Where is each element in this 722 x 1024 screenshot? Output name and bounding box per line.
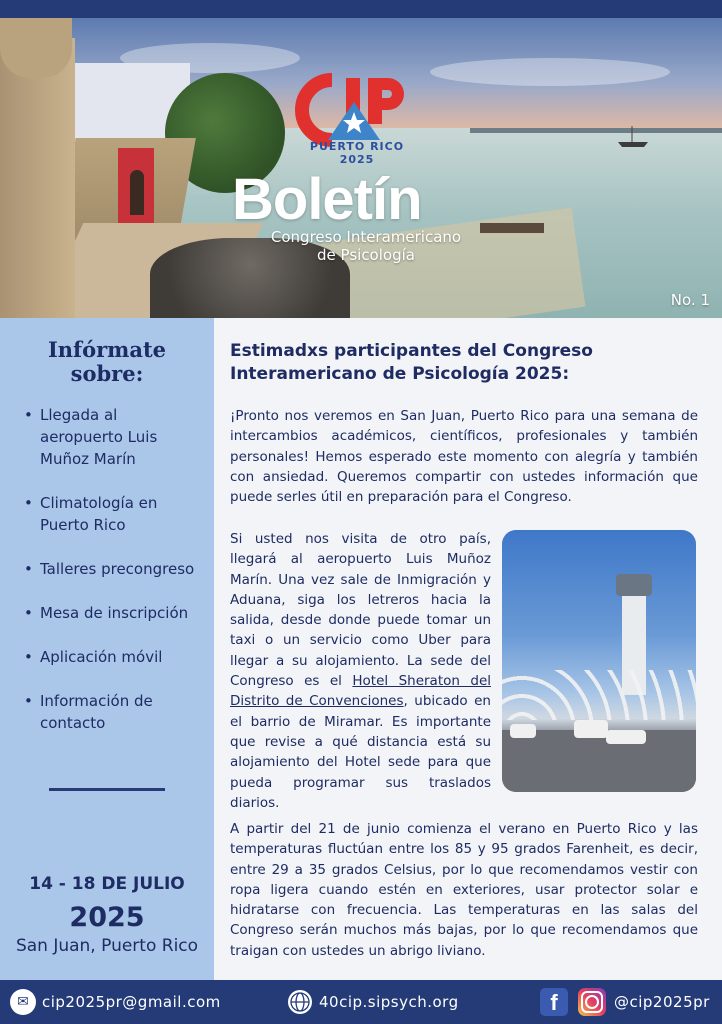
road [502,730,696,792]
sailboat-icon [616,126,650,148]
sidebar-heading [18,338,196,386]
newsletter-title: Boletín [232,167,422,232]
airport-text: Si usted nos visita de otro país, llegará al aeropuerto Luis Muñoz Marín. Una vez sale de Inmigración y Aduana, siga los letreros hacia la salida, desde donde puede tomar un taxi o un servicio como Uber para llegar a su alojamiento. La sede del Congreso es el [230,531,491,690]
car [510,724,536,738]
hotel-link[interactable]: Hotel Sheraton del Distrito de Convenciones [230,673,491,710]
social-handle[interactable]: @cip2025pr [614,993,710,1011]
fort-sentry-box [0,38,75,318]
airport-text-end: , ubicado en el barrio de Miramar. Es importante que revise a qué distancia está su alojamiento del Hotel sede para que pueda programar sus traslados diarios. [230,693,491,811]
airport-paragraph [230,529,491,813]
event-location: San Juan, Puerto Rico [15,936,199,956]
logo-subtitle: PUERTO RICO 2025 [309,140,405,166]
greeting-heading: Estimadxs participantes del Congreso Interamericano de Psicología 2025: [230,341,593,384]
footer [0,980,722,1024]
facebook-icon[interactable]: f [540,988,568,1016]
climate-paragraph: A partir del 21 de junio comienza el verano en Puerto Rico y las temperaturas fluctúan entre los 85 y 95 grados Farenheit, es decir, entre 29 a 35 grados Celsius, por lo que recomendamos vestir con ropa ligera cuando estén en exteriores, usar protector solar e hidratarse con frecuencia. Las temperaturas en las salas del Congreso serán muchos más bajas, por lo que recomendamos que traigan con ustedes un abrigo liviano. [230,821,698,959]
sidebar-divider [49,788,165,791]
sidebar-heading-line-1: Infórmate [47,337,167,362]
terminal-canopy [502,670,696,720]
subtitle-line-1: Congreso Interamericano [270,228,462,246]
event-year: 2025 [69,902,145,933]
sentry-box-top [0,18,72,78]
far-shore [470,128,722,133]
event-dates: 14 - 18 DE JULIO [29,874,185,894]
issue-number: No. 1 [670,291,710,309]
gate-door [130,170,144,215]
airport-photo [502,530,696,792]
topic-mobile-app: • Aplicación móvil [24,646,204,668]
intro-paragraph: ¡Pronto nos veremos en San Juan, Puerto Rico para una semana de intercambios académicos, científicos, profesionales y también personales! Hemos esperado este momento con alegría y también con ansiedad. Queremos compartir con ustedes información que puede serles útil en preparación para el Congreso. [230,408,698,506]
instagram-icon[interactable] [578,988,606,1016]
topic-climate: • Climatología en Puerto Rico [24,492,204,536]
van [574,720,608,738]
topic-registration-desk: • Mesa de inscripción [24,602,204,624]
sidebar-heading-line-2: sobre: [70,361,144,386]
subtitle-line-2: de Psicología [317,246,415,264]
top-bar [0,0,722,18]
cloud [430,58,670,86]
main-content [214,318,722,980]
topic-arrival-airport: • Llegada al aeropuerto Luis Muñoz Marín [24,404,204,470]
tower-cab [616,574,652,596]
email-icon: ✉ [10,989,36,1015]
globe-icon [287,989,313,1015]
topic-preconference-workshops: • Talleres precongreso [24,558,204,580]
sidebar [0,318,214,980]
website-link[interactable]: 40cip.sipsych.org [319,993,459,1011]
congress-subtitle [246,228,486,264]
contact-email[interactable]: cip2025pr@gmail.com [42,993,221,1011]
car [606,730,646,744]
topics-list [24,404,204,734]
topic-contact-info: • Información de contacto [24,690,204,734]
